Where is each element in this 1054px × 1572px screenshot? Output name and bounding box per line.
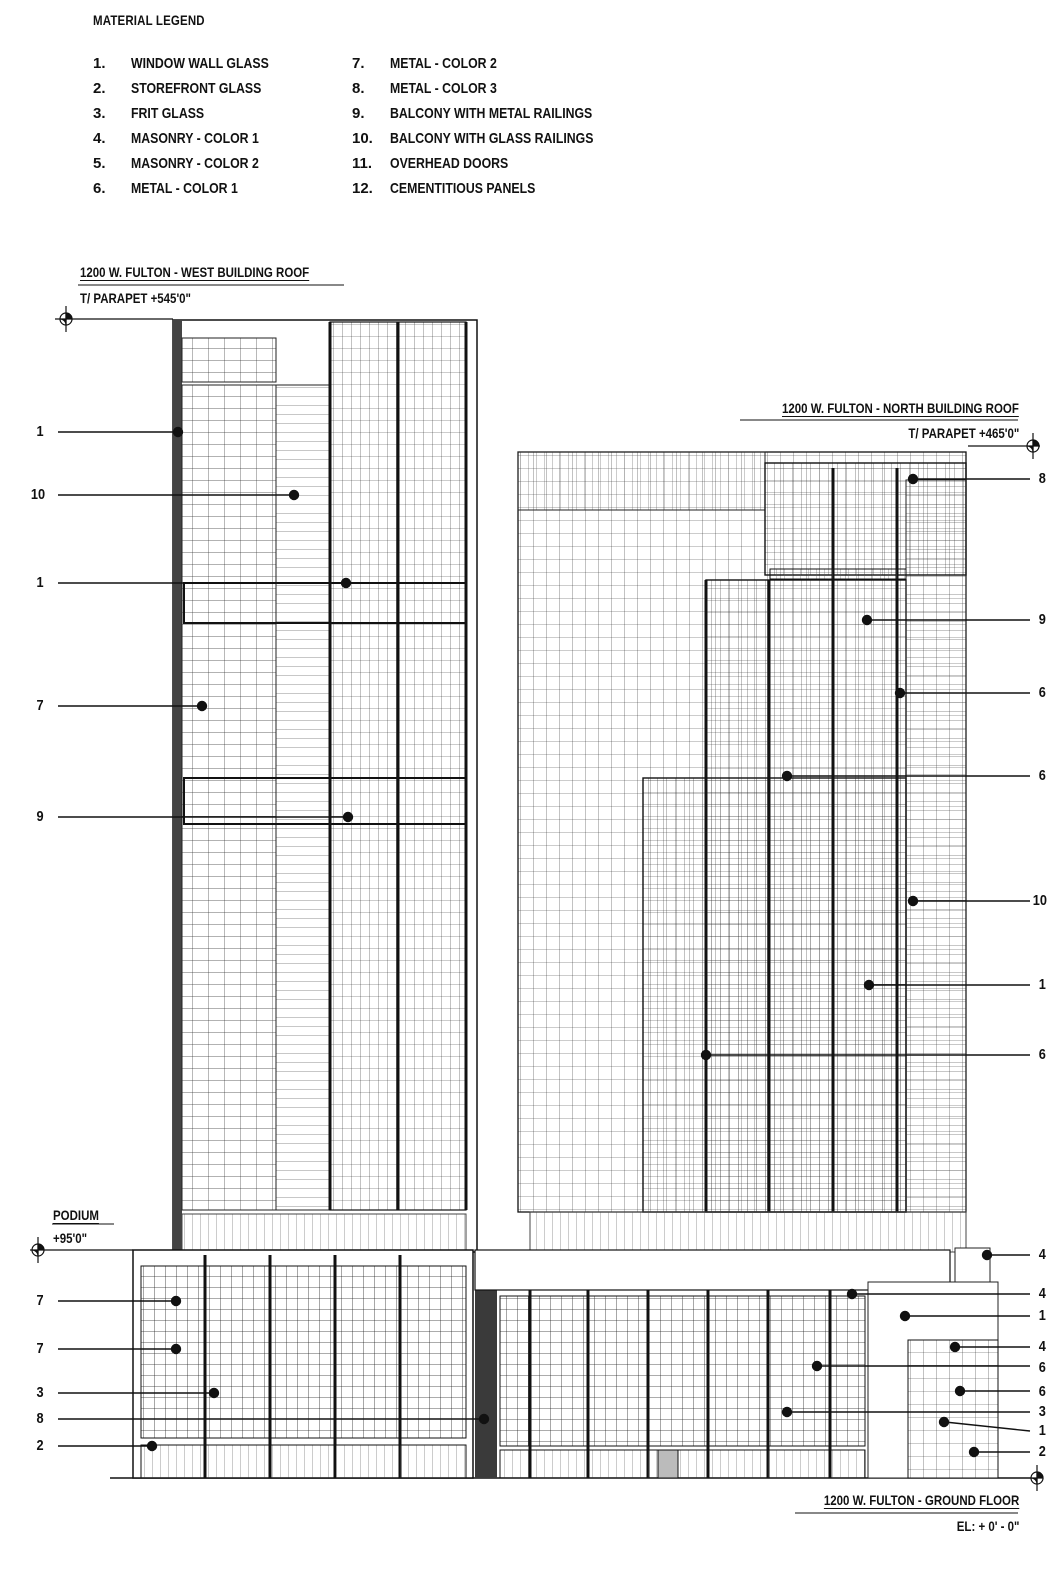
legend-item: 1. WINDOW WALL GLASS	[93, 55, 269, 72]
north-tower	[518, 452, 966, 1252]
podium-label: PODIUM	[53, 1207, 99, 1223]
legend-item: 12. CEMENTITIOUS PANELS	[352, 180, 536, 197]
podium-elevation: +95'0"	[53, 1230, 88, 1246]
callout-right-9: 9	[1038, 611, 1046, 628]
callout-right-8: 8	[1038, 470, 1046, 487]
callout-right-1: 1	[1038, 976, 1046, 993]
legend-item: 3. FRIT GLASS	[93, 105, 205, 122]
callout-left-9: 9	[36, 808, 44, 825]
callout-right-1c: 1	[1038, 1422, 1046, 1439]
ground-floor-label: 1200 W. FULTON - GROUND FLOOR	[823, 1492, 1019, 1508]
legend-item: 4. MASONRY - COLOR 1	[93, 130, 259, 147]
callout-left-7c: 7	[36, 1340, 44, 1357]
podium	[133, 1248, 998, 1478]
north-roof-elevation: T/ PARAPET +465'0"	[907, 425, 1019, 441]
callout-right-6e: 6	[1038, 1383, 1046, 1400]
callout-left-7: 7	[36, 697, 44, 714]
legend-title: MATERIAL LEGEND	[93, 12, 205, 28]
callout-right-4: 4	[1038, 1246, 1046, 1263]
callout-left-8: 8	[36, 1410, 44, 1427]
north-roof-label: 1200 W. FULTON - NORTH BUILDING ROOF	[782, 400, 1019, 416]
callout-right-6b: 6	[1038, 767, 1046, 784]
legend-item: 2. STOREFRONT GLASS	[93, 80, 262, 97]
legend-item: 5. MASONRY - COLOR 2	[93, 155, 259, 172]
callout-right-2: 2	[1038, 1443, 1046, 1460]
callout-left-3: 3	[36, 1384, 44, 1401]
legend-item: 6. METAL - COLOR 1	[93, 180, 238, 197]
west-tower	[173, 320, 477, 1252]
callout-left-10: 10	[30, 486, 46, 503]
callout-left-2: 2	[36, 1437, 44, 1454]
legend-item: 10. BALCONY WITH GLASS RAILINGS	[352, 130, 594, 147]
callout-right-3: 3	[1038, 1403, 1046, 1420]
callout-right-1b: 1	[1038, 1307, 1046, 1324]
callout-left-1b: 1	[36, 574, 44, 591]
callout-right-10: 10	[1032, 892, 1047, 909]
west-roof-label: 1200 W. FULTON - WEST BUILDING ROOF	[80, 264, 310, 280]
legend-item: 11. OVERHEAD DOORS	[352, 155, 509, 172]
callout-left-1: 1	[36, 423, 44, 440]
legend-item: 9. BALCONY WITH METAL RAILINGS	[352, 105, 593, 122]
callout-left-7b: 7	[36, 1292, 44, 1309]
callout-right-6c: 6	[1038, 1046, 1046, 1063]
callout-right-6d: 6	[1038, 1359, 1046, 1376]
ground-floor-elevation: EL: + 0' - 0"	[956, 1518, 1019, 1534]
legend-item: 8. METAL - COLOR 3	[352, 80, 497, 97]
west-roof-elevation: T/ PARAPET +545'0"	[80, 290, 192, 306]
callout-right-6: 6	[1038, 684, 1046, 701]
callout-right-4b: 4	[1038, 1285, 1046, 1302]
callout-right-4c: 4	[1038, 1338, 1046, 1355]
legend-item: 7. METAL - COLOR 2	[352, 55, 497, 72]
